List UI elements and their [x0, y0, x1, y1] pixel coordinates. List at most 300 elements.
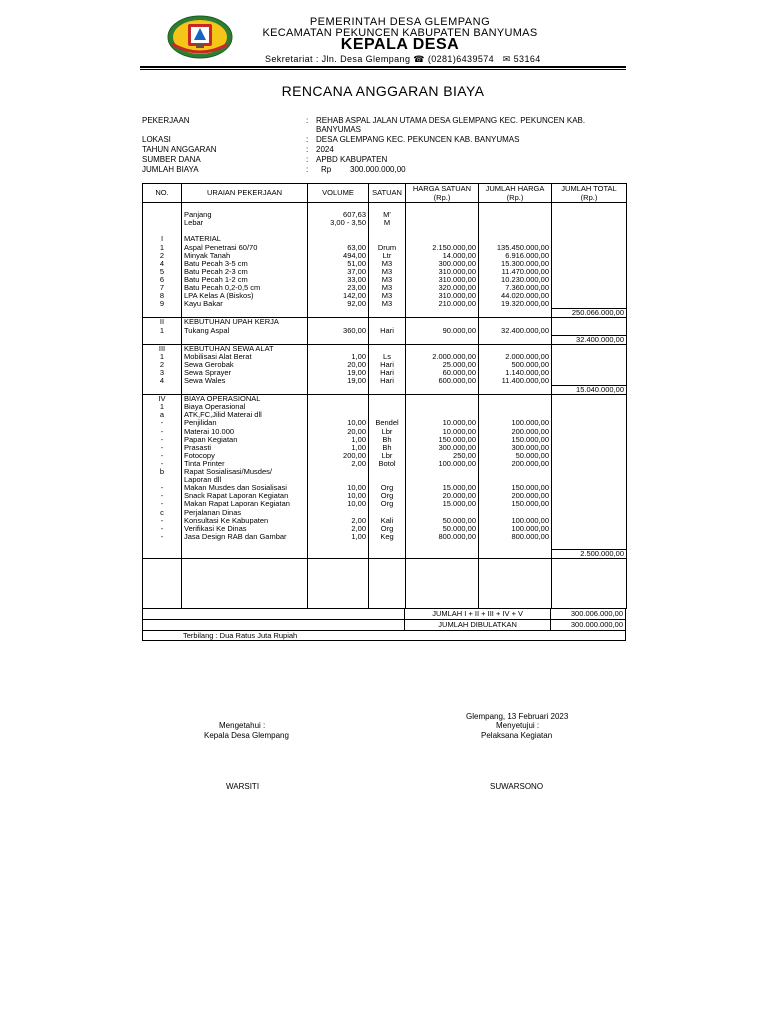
cell-no: I: [143, 235, 182, 243]
table-row: [143, 575, 627, 583]
cell-harga-satuan: [406, 344, 479, 353]
table-row: [143, 284, 627, 292]
letterhead-rule-thick: [140, 66, 626, 68]
cell-harga-satuan: [406, 567, 479, 575]
cell-satuan: Hari: [369, 361, 406, 369]
cell-uraian: KEBUTUHAN UPAH KERJA: [182, 318, 308, 327]
cell-harga-satuan: 300.000,00: [406, 444, 479, 452]
cell-harga-satuan: [406, 395, 479, 404]
cell-volume: 2,00: [308, 525, 369, 533]
cell-no: 4: [143, 377, 182, 386]
cell-harga-satuan: [406, 203, 479, 212]
cell-no: 8: [143, 292, 182, 300]
cell-satuan: Lbr: [369, 452, 406, 460]
cell-uraian: Materai 10.000: [182, 428, 308, 436]
cell-jumlah-harga: 135.450.000,00: [479, 243, 552, 251]
table-row: [143, 444, 627, 452]
cell-satuan: [369, 508, 406, 516]
cell-volume: [308, 235, 369, 243]
cell-no: 3: [143, 369, 182, 377]
cell-satuan: Keg: [369, 533, 406, 541]
col-header-volume: VOLUME: [308, 184, 369, 203]
cell-jumlah-total: [552, 428, 627, 436]
cell-jumlah-harga: 15.300.000,00: [479, 260, 552, 268]
cell-harga-satuan: 320.000,00: [406, 284, 479, 292]
cell-no: 9: [143, 300, 182, 309]
cell-jumlah-total: [552, 395, 627, 404]
table-row: [143, 211, 627, 219]
cell-harga-satuan: 90.000,00: [406, 326, 479, 335]
cell-satuan: M3: [369, 292, 406, 300]
table-row: [143, 219, 627, 227]
table-row: [143, 268, 627, 276]
table-row: [143, 318, 627, 327]
cell-uraian: Penjilidan: [182, 419, 308, 427]
cell-jumlah-harga: 50.000,00: [479, 452, 552, 460]
table-row: [143, 484, 627, 492]
table-row: [143, 583, 627, 591]
cell-jumlah-total: [552, 525, 627, 533]
cell-no: 1: [143, 353, 182, 361]
cell-jumlah-total: [552, 318, 627, 327]
cell-harga-satuan: 50.000,00: [406, 525, 479, 533]
cell-volume: 92,00: [308, 300, 369, 309]
cell-volume: 3,00 - 3,50: [308, 219, 369, 227]
cell-no: [143, 386, 182, 395]
cell-uraian: Aspal Penetrasi 60/70: [182, 243, 308, 251]
info-value-sumber-dana: APBD KABUPATEN: [316, 155, 388, 164]
cell-jumlah-total: [552, 276, 627, 284]
cell-volume: 1,00: [308, 444, 369, 452]
cell-no: c: [143, 508, 182, 516]
info-colon: :: [306, 145, 309, 154]
cell-no: -: [143, 517, 182, 525]
letterhead-rule-thin: [140, 69, 626, 70]
cell-volume: 360,00: [308, 326, 369, 335]
cell-jumlah-total: [552, 452, 627, 460]
cell-satuan: [369, 575, 406, 583]
table-row: [143, 492, 627, 500]
cell-jumlah-total: [552, 292, 627, 300]
cell-no: [143, 335, 182, 344]
cell-satuan: M3: [369, 268, 406, 276]
cell-no: -: [143, 428, 182, 436]
cell-jumlah-harga: 200.000,00: [479, 428, 552, 436]
cell-uraian: Batu Pecah 1-2 cm: [182, 276, 308, 284]
table-row: [143, 353, 627, 361]
cell-volume: [308, 411, 369, 419]
cell-jumlah-harga: [479, 583, 552, 591]
table-row: [143, 260, 627, 268]
cell-jumlah-harga: 2.000.000,00: [479, 353, 552, 361]
cell-satuan: [369, 318, 406, 327]
cell-harga-satuan: 300.000,00: [406, 260, 479, 268]
cell-satuan: [369, 549, 406, 558]
cell-uraian: Sewa Sprayer: [182, 369, 308, 377]
terbilang-text: Terbilang : Dua Ratus Juta Rupiah: [143, 631, 626, 641]
cell-harga-satuan: 250,00: [406, 452, 479, 460]
cell-jumlah-total: [552, 326, 627, 335]
table-row: [143, 517, 627, 525]
phone-icon: ☎: [413, 54, 425, 64]
cell-no: [143, 309, 182, 318]
cell-no: 4: [143, 260, 182, 268]
cell-jumlah-harga: 44.020.000,00: [479, 292, 552, 300]
cell-harga-satuan: [406, 386, 479, 395]
cell-no: 1: [143, 326, 182, 335]
table-row: [143, 428, 627, 436]
cell-harga-satuan: 800.000,00: [406, 533, 479, 541]
cell-uraian: Sewa Gerobak: [182, 361, 308, 369]
village-logo: [166, 14, 234, 60]
table-row: [143, 243, 627, 251]
info-colon: :: [306, 165, 309, 174]
total-label-sum: JUMLAH I + II + III + IV + V: [405, 609, 551, 620]
cell-harga-satuan: 600.000,00: [406, 377, 479, 386]
cell-jumlah-total: [552, 591, 627, 599]
cell-jumlah-harga: [479, 403, 552, 411]
cell-jumlah-total: [552, 300, 627, 309]
col-unit-jumlah-total: (Rp.): [552, 193, 627, 203]
cell-uraian: Makan Rapat Laporan Kegiatan: [182, 500, 308, 508]
cell-jumlah-total: [552, 476, 627, 484]
info-value-jumlah-biaya: 300.000.000,00: [350, 165, 406, 174]
cell-no: -: [143, 452, 182, 460]
table-row: [143, 559, 627, 568]
info-colon: :: [306, 155, 309, 164]
cell-jumlah-harga: [479, 395, 552, 404]
cell-satuan: [369, 583, 406, 591]
cell-jumlah-harga: 6.916.000,00: [479, 252, 552, 260]
cell-harga-satuan: [406, 575, 479, 583]
cell-uraian: Biaya Operasional: [182, 403, 308, 411]
col-unit-jumlah-harga: (Rp.): [479, 193, 552, 203]
cell-uraian: [182, 583, 308, 591]
cell-volume: [308, 335, 369, 344]
cell-jumlah-harga: [479, 227, 552, 235]
table-row: [143, 452, 627, 460]
cell-uraian: Batu Pecah 0,2-0,5 cm: [182, 284, 308, 292]
col-header-satuan: SATUAN: [369, 184, 406, 203]
cell-satuan: Hari: [369, 326, 406, 335]
cell-harga-satuan: [406, 508, 479, 516]
cell-jumlah-harga: [479, 476, 552, 484]
cell-harga-satuan: [406, 549, 479, 558]
cell-harga-satuan: [406, 309, 479, 318]
info-label-lokasi: LOKASI: [142, 135, 171, 144]
cell-uraian: Mobilisasi Alat Berat: [182, 353, 308, 361]
cell-satuan: [369, 203, 406, 212]
cell-no: 2: [143, 252, 182, 260]
cell-no: -: [143, 436, 182, 444]
info-label-pekerjaan: PEKERJAAN: [142, 116, 190, 125]
cell-jumlah-total: [552, 492, 627, 500]
cell-jumlah-total: [552, 369, 627, 377]
cell-no: b: [143, 468, 182, 476]
cell-uraian: Tukang Aspal: [182, 326, 308, 335]
cell-uraian: Batu Pecah 2-3 cm: [182, 268, 308, 276]
cell-satuan: [369, 541, 406, 550]
cell-harga-satuan: 25.000,00: [406, 361, 479, 369]
table-row: [143, 335, 627, 344]
cell-volume: 1,00: [308, 353, 369, 361]
cell-uraian: Prasasti: [182, 444, 308, 452]
cell-volume: [308, 508, 369, 516]
cell-volume: [308, 583, 369, 591]
cell-jumlah-total: [552, 211, 627, 219]
cell-no: IV: [143, 395, 182, 404]
cell-uraian: Batu Pecah 3-5 cm: [182, 260, 308, 268]
cell-jumlah-harga: 32.400.000,00: [479, 326, 552, 335]
cell-uraian: Minyak Tanah: [182, 252, 308, 260]
col-header-jumlah-total: JUMLAH TOTAL: [552, 184, 627, 194]
cell-volume: 494,00: [308, 252, 369, 260]
cell-uraian: Konsultasi Ke Kabupaten: [182, 517, 308, 525]
address-text: Sekretariat : Jln. Desa Glempang: [265, 54, 411, 64]
cell-volume: [308, 386, 369, 395]
cell-no: [143, 575, 182, 583]
info-colon: :: [306, 135, 309, 144]
cell-uraian: Sewa Wales: [182, 377, 308, 386]
cell-uraian: KEBUTUHAN SEWA ALAT: [182, 344, 308, 353]
cell-jumlah-harga: [479, 211, 552, 219]
cell-jumlah-harga: [479, 591, 552, 599]
cell-satuan: Bh: [369, 436, 406, 444]
cell-jumlah-total: [552, 252, 627, 260]
cell-uraian: [182, 309, 308, 318]
table-row: [143, 386, 627, 395]
cell-harga-satuan: 60.000,00: [406, 369, 479, 377]
left-sign-title1: Mengetahui :: [219, 721, 266, 730]
cell-uraian: Kayu Bakar: [182, 300, 308, 309]
table-row: [143, 227, 627, 235]
table-row: [143, 468, 627, 476]
cell-harga-satuan: 10.000,00: [406, 428, 479, 436]
signature-date: Glempang, 13 Februari 2023: [466, 712, 569, 721]
left-sign-title2: Kepala Desa Glempang: [204, 731, 289, 740]
cell-jumlah-harga: [479, 549, 552, 558]
cell-jumlah-total: [552, 361, 627, 369]
cell-jumlah-total: [552, 533, 627, 541]
cell-jumlah-total: [552, 353, 627, 361]
table-row: [143, 369, 627, 377]
info-value-tahun: 2024: [316, 145, 334, 154]
table-row: [143, 395, 627, 404]
table-row: [143, 300, 627, 309]
cell-uraian: Fotocopy: [182, 452, 308, 460]
cell-harga-satuan: [406, 235, 479, 243]
right-sign-title1: Menyetujui :: [496, 721, 540, 730]
cell-jumlah-total: [552, 500, 627, 508]
letterhead-line2: KECAMATAN PEKUNCEN KABUPATEN BANYUMAS: [262, 27, 538, 39]
cell-satuan: Org: [369, 492, 406, 500]
cell-jumlah-total: [552, 541, 627, 550]
cell-jumlah-total: [552, 508, 627, 516]
cell-uraian: [182, 203, 308, 212]
cell-volume: [308, 591, 369, 599]
table-row: [143, 533, 627, 541]
cell-uraian: Lebar: [182, 219, 308, 227]
cell-uraian: [182, 575, 308, 583]
cell-harga-satuan: 100.000,00: [406, 460, 479, 468]
cell-uraian: Verifikasi Ke Dinas: [182, 525, 308, 533]
cell-jumlah-harga: [479, 541, 552, 550]
table-row: [143, 419, 627, 427]
cell-jumlah-harga: 500.000,00: [479, 361, 552, 369]
table-row: [143, 276, 627, 284]
table-row: [143, 361, 627, 369]
cell-no: -: [143, 419, 182, 427]
cell-no: [143, 219, 182, 227]
table-row: [143, 292, 627, 300]
cell-no: [143, 203, 182, 212]
cell-jumlah-total: [552, 436, 627, 444]
cell-volume: 10,00: [308, 492, 369, 500]
table-row: [143, 541, 627, 550]
cell-jumlah-total: [552, 219, 627, 227]
cell-harga-satuan: [406, 335, 479, 344]
info-value-prefix: Rp: [321, 165, 332, 174]
cell-jumlah-harga: 100.000,00: [479, 517, 552, 525]
cell-uraian: MATERIAL: [182, 235, 308, 243]
cell-jumlah-harga: 7.360.000,00: [479, 284, 552, 292]
cell-uraian: [182, 591, 308, 599]
cell-satuan: [369, 567, 406, 575]
cell-harga-satuan: [406, 541, 479, 550]
col-header-jumlah-harga: JUMLAH HARGA: [479, 184, 552, 194]
phone-text: (0281)6439574: [427, 54, 495, 64]
cell-satuan: [369, 600, 406, 609]
cell-no: [143, 211, 182, 219]
cell-satuan: Org: [369, 500, 406, 508]
cell-uraian: BIAYA OPERASIONAL: [182, 395, 308, 404]
letterhead-line3: KEPALA DESA: [340, 36, 460, 53]
cell-jumlah-harga: 300.000,00: [479, 444, 552, 452]
mail-icon: ✉: [502, 54, 511, 64]
cell-no: 1: [143, 403, 182, 411]
info-value-pekerjaan-cont: BANYUMAS: [316, 125, 361, 134]
cell-harga-satuan: [406, 403, 479, 411]
cell-no: [143, 549, 182, 558]
cell-no: -: [143, 492, 182, 500]
total-value-rounded: 300.000.000,00: [551, 620, 626, 631]
cell-jumlah-harga: [479, 309, 552, 318]
cell-uraian: Jasa Design RAB dan Gambar: [182, 533, 308, 541]
cell-uraian: LPA Kelas A (Biskos): [182, 292, 308, 300]
cell-harga-satuan: [406, 211, 479, 219]
budget-table: [142, 183, 627, 609]
cell-jumlah-total: [552, 468, 627, 476]
cell-uraian: [182, 559, 308, 568]
cell-volume: 10,00: [308, 419, 369, 427]
cell-jumlah-harga: 10.230.000,00: [479, 276, 552, 284]
cell-harga-satuan: 310.000,00: [406, 276, 479, 284]
right-sign-name: SUWARSONO: [490, 782, 544, 791]
table-row: [143, 235, 627, 243]
cell-jumlah-harga: [479, 600, 552, 609]
cell-satuan: M3: [369, 300, 406, 309]
cell-satuan: Ls: [369, 353, 406, 361]
cell-volume: [308, 559, 369, 568]
cell-satuan: [369, 476, 406, 484]
cell-volume: [308, 476, 369, 484]
table-row: [143, 500, 627, 508]
table-row: [143, 600, 627, 609]
cell-jumlah-total: [552, 411, 627, 419]
cell-satuan: [369, 591, 406, 599]
cell-jumlah-total: [552, 227, 627, 235]
cell-no: [143, 600, 182, 609]
cell-no: III: [143, 344, 182, 353]
cell-jumlah-total: [552, 268, 627, 276]
cell-no: [143, 227, 182, 235]
cell-uraian: [182, 386, 308, 395]
cell-volume: [308, 203, 369, 212]
cell-jumlah-total: 15.040.000,00: [552, 386, 627, 395]
cell-jumlah-total: [552, 284, 627, 292]
cell-no: a: [143, 411, 182, 419]
cell-volume: 19,00: [308, 377, 369, 386]
cell-volume: [308, 403, 369, 411]
info-colon: :: [306, 116, 309, 125]
cell-jumlah-harga: [479, 219, 552, 227]
cell-uraian: Tinta Printer: [182, 460, 308, 468]
letterhead-line1: PEMERINTAH DESA GLEMPANG: [309, 16, 491, 28]
cell-satuan: Botol: [369, 460, 406, 468]
cell-jumlah-harga: 200.000,00: [479, 492, 552, 500]
letterhead-address: [265, 54, 541, 65]
cell-jumlah-harga: [479, 344, 552, 353]
cell-harga-satuan: 50.000,00: [406, 517, 479, 525]
cell-volume: [308, 541, 369, 550]
cell-volume: 23,00: [308, 284, 369, 292]
cell-satuan: Hari: [369, 377, 406, 386]
cell-satuan: Drum: [369, 243, 406, 251]
cell-satuan: [369, 227, 406, 235]
table-row: [143, 326, 627, 335]
col-header-uraian: URAIAN PEKERJAAN: [182, 184, 308, 203]
cell-satuan: [369, 559, 406, 568]
info-label-sumber-dana: SUMBER DANA: [142, 155, 201, 164]
table-row: [143, 476, 627, 484]
cell-jumlah-total: [552, 575, 627, 583]
col-header-no: NO.: [143, 184, 182, 203]
cell-jumlah-harga: [479, 335, 552, 344]
cell-jumlah-harga: [479, 203, 552, 212]
cell-volume: 1,00: [308, 436, 369, 444]
totals-table: [142, 609, 626, 641]
cell-harga-satuan: 15.000,00: [406, 500, 479, 508]
table-row: [143, 252, 627, 260]
cell-jumlah-harga: [479, 235, 552, 243]
cell-volume: [308, 227, 369, 235]
cell-satuan: Bh: [369, 444, 406, 452]
cell-uraian: Snack Rapat Laporan Kegiatan: [182, 492, 308, 500]
cell-volume: [308, 567, 369, 575]
table-row: [143, 549, 627, 558]
cell-no: 5: [143, 268, 182, 276]
cell-uraian: Rapat Sosialisasi/Musdes/: [182, 468, 308, 476]
cell-uraian: [182, 335, 308, 344]
cell-no: 6: [143, 276, 182, 284]
cell-satuan: [369, 309, 406, 318]
cell-jumlah-harga: [479, 411, 552, 419]
cell-volume: 607,63: [308, 211, 369, 219]
cell-no: [143, 567, 182, 575]
cell-jumlah-total: [552, 344, 627, 353]
cell-jumlah-total: [552, 403, 627, 411]
cell-harga-satuan: [406, 591, 479, 599]
